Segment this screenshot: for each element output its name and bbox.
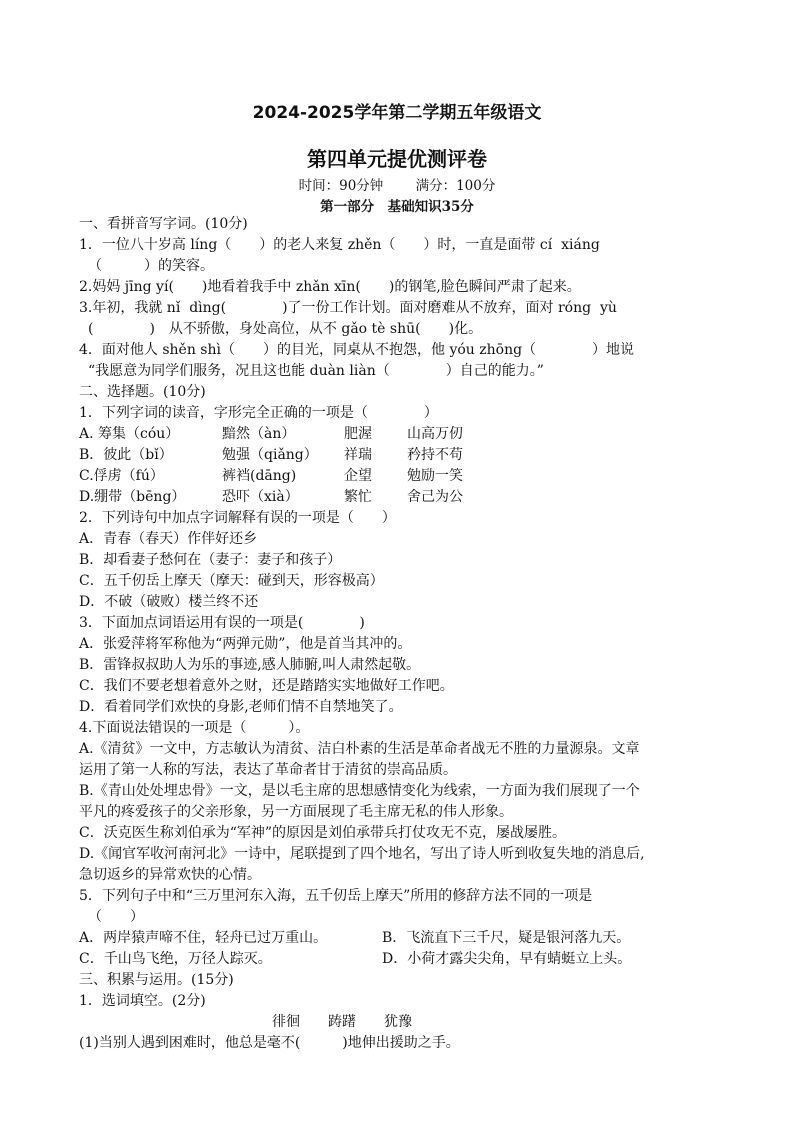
option-d: D.《闻官军收河南河北》一诗中，尾联提到了四个地名，写出了诗人听到收复失地的消息后, bbox=[79, 846, 645, 862]
option-d: D．不破（破败）楼兰终不还 bbox=[79, 594, 259, 610]
option-a: A．两岸猿声啼不住，轻舟已过万重山。 bbox=[79, 930, 328, 946]
option-cell: 企望 bbox=[344, 468, 372, 484]
option-b: B．却看妻子愁何在（妻子：妻子和孩子） bbox=[79, 552, 342, 568]
section-1-line: 2.妈妈 jīng yí( )地看着我手中 zhǎn xīn( )的钢笔,脸色瞬间严肃了起来。 bbox=[79, 279, 581, 295]
part-heading: 第一部分 基础知识35分 bbox=[320, 199, 474, 215]
section-1-line: 4．面对他人 shěn shì（ ）的目光，同桌从不抱怨，他 yóu zhōng（ ）地说 bbox=[79, 342, 635, 358]
exam-info bbox=[0, 174, 794, 194]
exam-subtitle: 第四单元提优测评卷 bbox=[307, 147, 487, 171]
option-c: C．沃克医生称刘伯承为“军神”的原因是刘伯承带兵打仗攻无不克，屡战屡胜。 bbox=[79, 825, 567, 841]
exam-title: 2024-2025学年第二学期五年级语文 bbox=[252, 103, 542, 123]
option-cell: B．彼此（bǐ） bbox=[79, 447, 173, 463]
option-cell: 舍己为公 bbox=[407, 489, 463, 505]
section-3-heading: 三、积累与运用。(15分) bbox=[79, 972, 234, 988]
option-a: A.《清贫》一文中，方志敏认为清贫、洁白朴素的生活是革命者战无不胜的力量源泉。文章 bbox=[79, 741, 640, 757]
option-d-cont: 急切返乡的异常欢快的心情。 bbox=[79, 867, 261, 883]
option-cell: 裤裆(dāng) bbox=[222, 468, 297, 484]
option-cell: D.绷带（bēng） bbox=[79, 489, 186, 505]
option-cell: C.俘虏（fú） bbox=[79, 468, 164, 484]
section-2-heading: 二、选择题。(10分) bbox=[79, 384, 206, 400]
full-score: 满分：100分 bbox=[415, 178, 496, 194]
option-cell: A. 筹集（cóu） bbox=[79, 426, 180, 442]
question-2: 2．下列诗句中加点字词解释有误的一项是（ ） bbox=[79, 510, 396, 526]
section-1-line: 1．一位八十岁高 líng（ ）的老人来复 zhěn（ ）时，一直是面带 cí xiáng bbox=[79, 237, 600, 253]
option-cell: 黯然（àn） bbox=[222, 426, 296, 442]
word-bank: 徘徊 踌躇 犹豫 bbox=[272, 1014, 412, 1030]
option-d: D．看着同学们欢快的身影,老师们情不自禁地笑了。 bbox=[79, 699, 403, 715]
question-1: 1．下列字词的读音，字形完全正确的一项是（ ） bbox=[79, 405, 438, 421]
option-c: C．五千仞岳上摩天（摩天：碰到天，形容极高） bbox=[79, 573, 384, 589]
section-1-line: （ ）的笑容。 bbox=[88, 258, 214, 274]
option-cell: 勉强（qiǎng） bbox=[222, 447, 318, 463]
option-cell: 祥瑞 bbox=[344, 447, 372, 463]
time-limit: 时间：90分钟 bbox=[298, 178, 384, 194]
option-b: B．雷锋叔叔助人为乐的事迹,感人肺腑,叫人肃然起敬。 bbox=[79, 657, 421, 673]
question-4: 4.下面说法错误的一项是（ ）。 bbox=[79, 720, 310, 736]
answer-blank: （ ） bbox=[88, 909, 144, 925]
question-1: 1．选词填空。(2分) bbox=[79, 993, 206, 1009]
option-b: B.《青山处处埋忠骨》一文，是以毛主席的思想感情变化为线索，一方面为我们展现了一个 bbox=[79, 783, 640, 799]
question-3: 3．下面加点词语运用有误的一项是( ) bbox=[79, 615, 365, 631]
section-1-heading: 一、看拼音写字词。(10分) bbox=[79, 216, 248, 232]
option-a-cont: 运用了第一人称的写法，表达了革命者甘于清贫的崇高品质。 bbox=[79, 762, 457, 778]
option-cell: 繁忙 bbox=[344, 489, 372, 505]
option-c: C．千山鸟飞绝，万径人踪灭。 bbox=[79, 951, 272, 967]
option-cell: 矜持不苟 bbox=[407, 447, 463, 463]
section-1-line: ( ) 从不骄傲，身处高位，从不 gǎo tè shū( )化。 bbox=[88, 321, 483, 337]
option-cell: 恐吓（xià） bbox=[222, 489, 299, 505]
section-1-line: 3.年初，我就 nǐ dìng( )了一份工作计划。面对磨难从不放弃，面对 róng yù bbox=[79, 300, 617, 316]
option-cell: 勉励一笑 bbox=[407, 468, 463, 484]
option-cell: 山高万仞 bbox=[407, 426, 463, 442]
fill-sentence-1: (1)当别人遇到困难时，他总是毫不( )地伸出援助之手。 bbox=[79, 1035, 460, 1051]
option-cell: 肥渥 bbox=[344, 426, 372, 442]
section-1-line: “我愿意为同学们服务，况且这也能 duàn liàn（ ）自己的能力。” bbox=[88, 363, 544, 379]
option-c: C．我们不要老想着意外之财，还是踏踏实实地做好工作吧。 bbox=[79, 678, 454, 694]
option-a: A．青春（春天）作伴好还乡 bbox=[79, 531, 258, 547]
question-5: 5．下列句子中和“三万里河东入海，五千仞岳上摩天”所用的修辞方法不同的一项是 bbox=[79, 888, 593, 904]
option-d: D．小荷才露尖尖角，早有蜻蜓立上头。 bbox=[382, 951, 632, 967]
option-a: A．张爱萍将军称他为“两弹元勋”，他是首当其冲的。 bbox=[79, 636, 412, 652]
option-b: B．飞流直下三千尺，疑是银河落九天。 bbox=[382, 930, 631, 946]
option-b-cont: 平凡的疼爱孩子的父亲形象，另一方面展现了毛主席无私的伟人形象。 bbox=[79, 804, 513, 820]
